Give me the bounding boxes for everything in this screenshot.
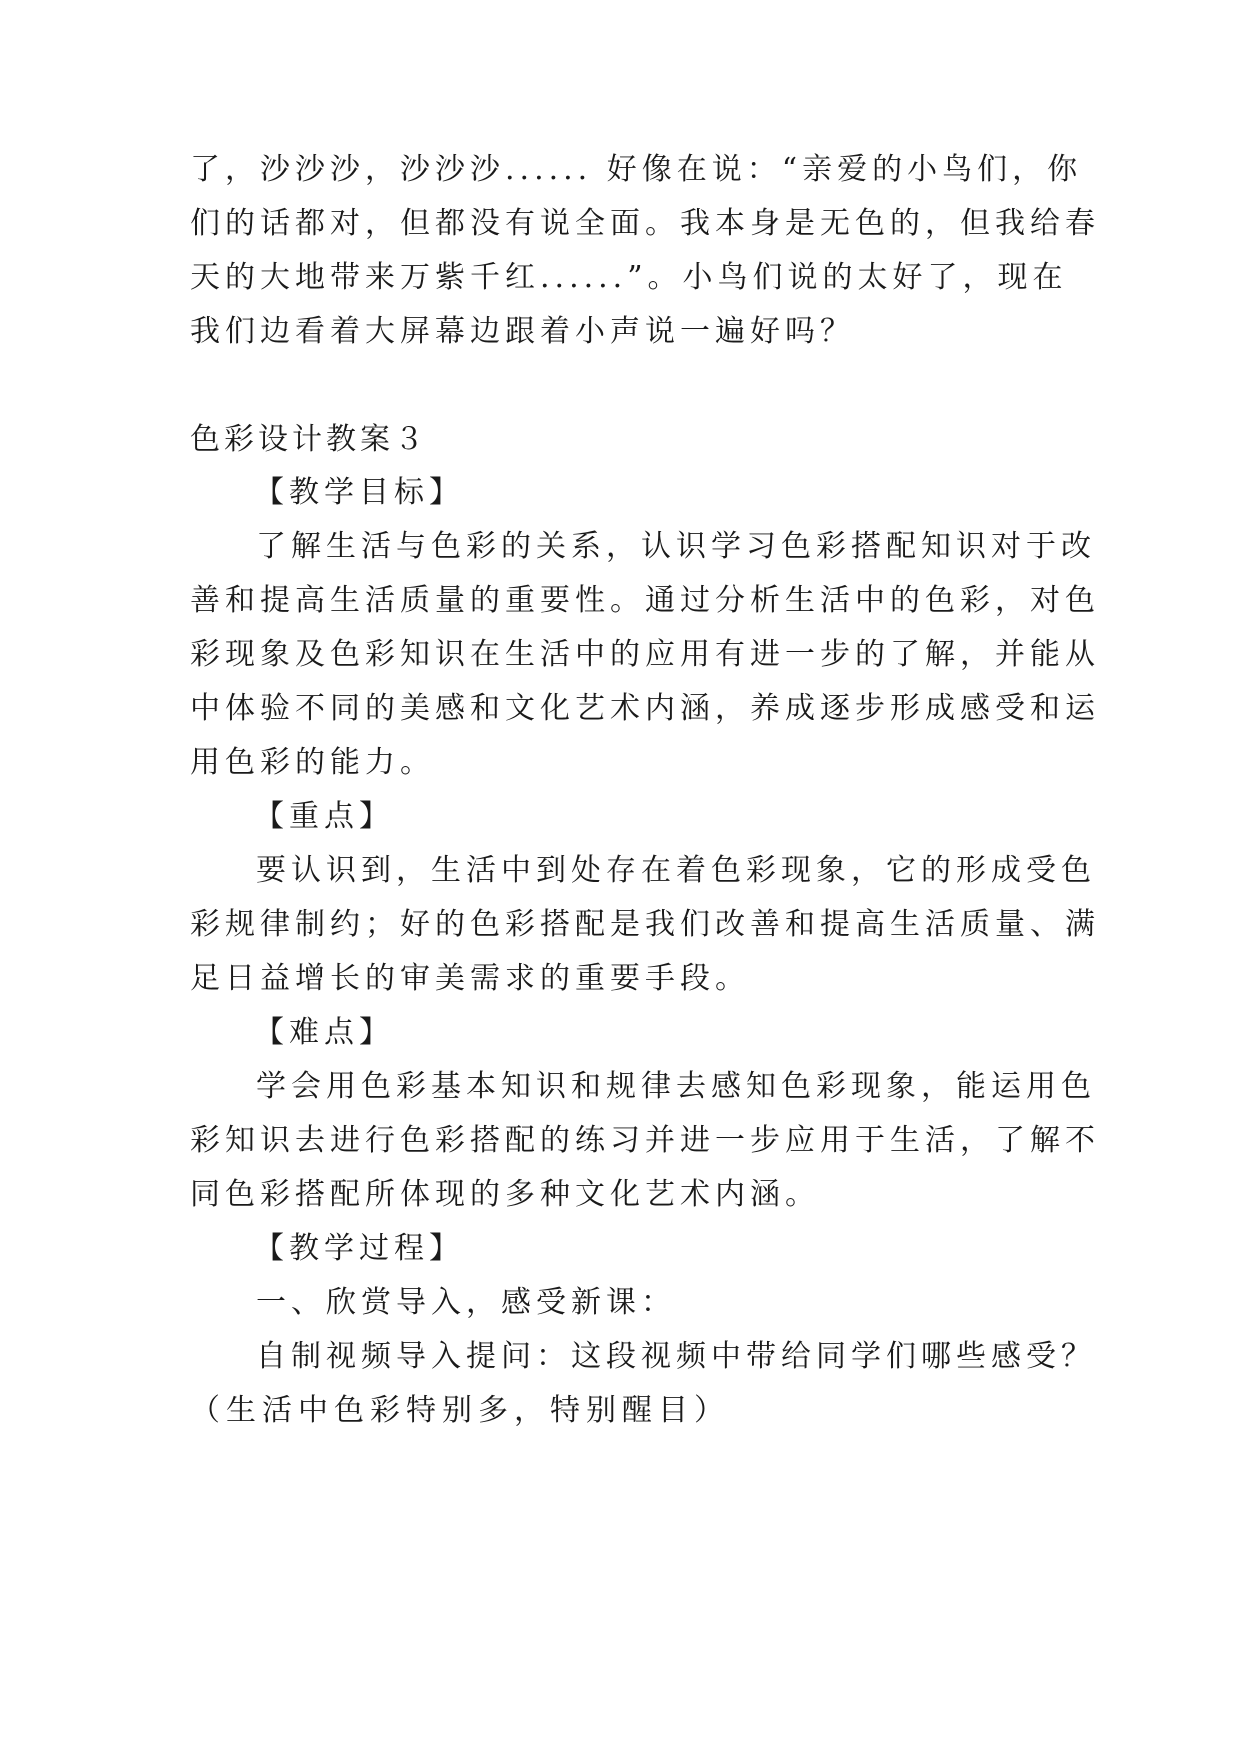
paragraph-line: 中体验不同的美感和文化艺术内涵，养成逐步形成感受和运: [190, 691, 1100, 726]
paragraph-line: 我们边看着大屏幕边跟着小声说一遍好吗？: [190, 314, 855, 349]
paragraph-line: 天的大地带来万紫千红......”。小鸟们说的太好了，现在: [190, 260, 1068, 295]
document-title: 色彩设计教案３: [190, 422, 428, 457]
paragraph-line: 学会用色彩基本知识和规律去感知色彩现象，能运用色: [256, 1069, 1096, 1104]
paragraph-line: 们的话都对，但都没有说全面。我本身是无色的，但我给春: [190, 206, 1100, 241]
paragraph-line: 自制视频导入提问：这段视频中带给同学们哪些感受？: [256, 1339, 1096, 1374]
paragraph-line: 善和提高生活质量的重要性。通过分析生活中的色彩，对色: [190, 583, 1100, 618]
paragraph-line: 足日益增长的审美需求的重要手段。: [190, 961, 750, 996]
paragraph-line: 彩知识去进行色彩搭配的练习并进一步应用于生活，了解不: [190, 1123, 1100, 1158]
paragraph-line: 同色彩搭配所体现的多种文化艺术内涵。: [190, 1177, 820, 1212]
paragraph-line: 彩规律制约；好的色彩搭配是我们改善和提高生活质量、满: [190, 907, 1100, 942]
paragraph-line: 了解生活与色彩的关系，认识学习色彩搭配知识对于改: [256, 529, 1096, 564]
section-heading-objectives: 【教学目标】: [254, 475, 464, 510]
section-heading-process: 【教学过程】: [254, 1231, 464, 1266]
section-subheading: 一、欣赏导入，感受新课：: [256, 1285, 676, 1320]
section-heading-difficulty: 【难点】: [254, 1015, 394, 1050]
paragraph-line: 要认识到，生活中到处存在着色彩现象，它的形成受色: [256, 853, 1096, 888]
paragraph-line: 了，沙沙沙，沙沙沙...... 好像在说：“亲爱的小鸟们，你: [190, 152, 1083, 187]
paragraph-line: 彩现象及色彩知识在生活中的应用有进一步的了解，并能从: [190, 637, 1100, 672]
paragraph-line: （生活中色彩特别多，特别醒目）: [190, 1393, 730, 1428]
section-heading-key: 【重点】: [254, 799, 394, 834]
paragraph-line: 用色彩的能力。: [190, 745, 435, 780]
